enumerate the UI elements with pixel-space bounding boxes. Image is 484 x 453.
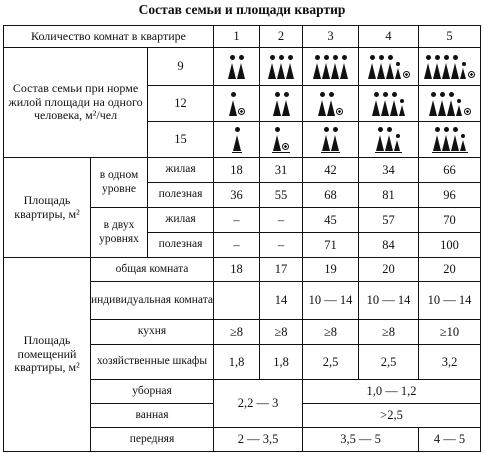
family-15-room-1 (214, 122, 260, 158)
cell: >2,5 (303, 404, 481, 428)
baby-icon (403, 71, 410, 78)
cell: 84 (359, 233, 419, 258)
child-icon (460, 62, 467, 79)
cell: 42 (303, 158, 359, 183)
adult-icon (331, 55, 339, 79)
family-12-room-4 (359, 86, 419, 122)
adult-icon (451, 127, 459, 151)
norm-15: 15 (148, 122, 214, 158)
cell: 36 (214, 183, 260, 208)
cell: 1,8 (260, 345, 303, 380)
adult-icon (451, 55, 459, 79)
toilet-label: уборная (91, 380, 214, 404)
child-icon (395, 62, 402, 79)
closets-label: хозяйственные шкафы (91, 345, 214, 380)
adult-icon (237, 55, 245, 79)
family-12-room-5 (419, 86, 481, 122)
two-levels-label: в двух уровнях (91, 208, 148, 258)
hall-label: передняя (91, 428, 214, 452)
family-12-room-3 (303, 86, 359, 122)
cell: 10 — 14 (359, 282, 419, 320)
cell: 20 (359, 258, 419, 282)
baby-icon (336, 108, 343, 115)
norm-12: 12 (148, 86, 214, 122)
cell: – (260, 233, 303, 258)
room-2-header: 2 (260, 26, 303, 48)
adult-icon (273, 127, 281, 151)
useful-label: полезная (148, 233, 214, 258)
adult-icon (277, 55, 285, 79)
family-12-room-1 (214, 86, 260, 122)
adult-icon (268, 55, 276, 79)
child-icon (394, 134, 401, 151)
adult-icon (313, 55, 321, 79)
one-level-label: в одном уровне (91, 158, 148, 208)
cell: 2 — 3,5 (214, 428, 303, 452)
adult-icon (229, 92, 237, 116)
adult-icon (318, 92, 326, 116)
cell: 2,5 (359, 345, 419, 380)
child-icon (456, 99, 463, 116)
cell: 3,5 — 5 (303, 428, 419, 452)
cell: 70 (419, 208, 481, 233)
cell: 1,0 — 1,2 (303, 380, 481, 404)
family-composition-label: Состав семьи при норме жилой площади на одного человека, м²/чел (4, 48, 148, 158)
adult-icon (429, 92, 437, 116)
adult-icon (322, 55, 330, 79)
cell: 100 (419, 233, 481, 258)
living-label: жилая (148, 158, 214, 183)
room-5-header: 5 (419, 26, 481, 48)
cell: 19 (303, 258, 359, 282)
cell: 3,2 (419, 345, 481, 380)
page-title: Состав семьи и площади квартир (138, 2, 346, 17)
norm-9: 9 (148, 48, 214, 86)
room-1-header: 1 (214, 26, 260, 48)
cell: 4 — 5 (419, 428, 481, 452)
cell: – (214, 208, 260, 233)
common-room-row (4, 258, 481, 282)
toilet-bath-combined: 2,2 — 3 (214, 380, 303, 428)
cell: ≥8 (260, 320, 303, 345)
baby-icon (464, 108, 471, 115)
adult-icon (442, 55, 450, 79)
apt-one-living-row (4, 158, 481, 183)
baby-icon (468, 71, 475, 78)
adult-icon (372, 92, 380, 116)
room-4-header: 4 (359, 26, 419, 48)
cell: 55 (260, 183, 303, 208)
adult-icon (390, 92, 398, 116)
family-15-room-2 (260, 122, 303, 158)
adult-icon (381, 92, 389, 116)
cell: 18 (214, 258, 260, 282)
baby-icon (282, 143, 289, 150)
cell: 18 (214, 158, 260, 183)
cell: – (260, 208, 303, 233)
family-15-room-3 (303, 122, 359, 158)
cell: 66 (419, 158, 481, 183)
family-15-room-4 (359, 122, 419, 158)
cell: 17 (260, 258, 303, 282)
header-row (4, 26, 481, 48)
cell: 2,5 (303, 345, 359, 380)
adult-icon (376, 127, 384, 151)
cell: 68 (303, 183, 359, 208)
individual-room-label: индивидуальная комната (91, 282, 214, 320)
adult-icon (368, 55, 376, 79)
family-9-room-1 (214, 48, 260, 86)
cell-empty (214, 282, 260, 320)
adult-icon (433, 55, 441, 79)
adult-icon (228, 55, 236, 79)
adult-icon (386, 55, 394, 79)
family-9-room-3 (303, 48, 359, 86)
useful-label: полезная (148, 183, 214, 208)
cell: ≥10 (419, 320, 481, 345)
kitchen-label: кухня (91, 320, 214, 345)
common-room-label: общая комната (91, 258, 214, 282)
cell: 45 (303, 208, 359, 233)
cell: 10 — 14 (303, 282, 359, 320)
child-icon (460, 134, 467, 151)
adult-icon (282, 92, 290, 116)
family-9-room-2 (260, 48, 303, 86)
adult-icon (433, 127, 441, 151)
adult-icon (424, 55, 432, 79)
cell: – (214, 233, 260, 258)
adult-icon (438, 92, 446, 116)
adult-icon (447, 92, 455, 116)
cell: 10 — 14 (419, 282, 481, 320)
adult-icon (233, 127, 241, 151)
adult-icon (340, 55, 348, 79)
family-15-room-5 (419, 122, 481, 158)
adult-icon (273, 92, 281, 116)
cell: 1,8 (214, 345, 260, 380)
family-row-9 (4, 48, 481, 86)
cell: 96 (419, 183, 481, 208)
living-label: жилая (148, 208, 214, 233)
family-area-table (3, 25, 481, 452)
adult-icon (385, 127, 393, 151)
adult-icon (331, 127, 339, 151)
adult-icon (327, 92, 335, 116)
room-3-header: 3 (303, 26, 359, 48)
rooms-count-header: Количество комнат в квартире (4, 26, 214, 48)
adult-icon (322, 127, 330, 151)
cell: 34 (359, 158, 419, 183)
adult-icon (377, 55, 385, 79)
family-12-room-2 (260, 86, 303, 122)
family-9-room-5 (419, 48, 481, 86)
apartment-area-label: Площадь квартиры, м² (4, 158, 91, 258)
bath-label: ванная (91, 404, 214, 428)
cell: 57 (359, 208, 419, 233)
child-icon (399, 99, 406, 116)
cell: 31 (260, 158, 303, 183)
cell: 14 (260, 282, 303, 320)
cell: ≥8 (303, 320, 359, 345)
baby-icon (238, 108, 245, 115)
premises-area-label: Площадь помещений квартиры, м² (4, 258, 91, 452)
family-9-room-4 (359, 48, 419, 86)
adult-icon (442, 127, 450, 151)
cell: ≥8 (359, 320, 419, 345)
cell: ≥8 (214, 320, 260, 345)
adult-icon (286, 55, 294, 79)
cell: 71 (303, 233, 359, 258)
cell: 81 (359, 183, 419, 208)
cell: 20 (419, 258, 481, 282)
